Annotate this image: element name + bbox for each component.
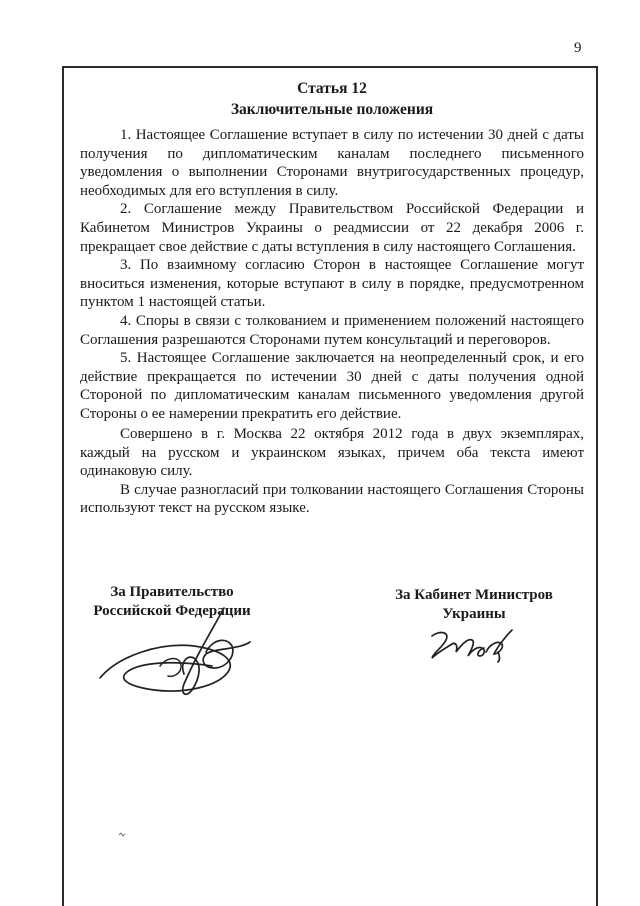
article-heading	[80, 78, 584, 120]
article-body	[80, 126, 584, 424]
signatory-label-ukraine-line2: Украины	[442, 606, 506, 622]
closing-paragraph-1: Совершено в г. Москва 22 октября 2012 года в двух экземплярах, каждый на русском и украинском языках, причем оба текста имеют одинаковую силу.	[80, 426, 584, 480]
handwritten-signature-ukraine	[428, 626, 514, 664]
article-title: Заключительные положения	[230, 101, 434, 118]
closing-paragraph-2: В случае разногласий при толковании настоящего Соглашения Стороны используют текст на русском языке.	[80, 481, 584, 517]
signature-block-ukraine	[384, 586, 564, 624]
paragraph-4: 4. Споры в связи с толкованием и применением положений настоящего Соглашения разрешаются Сторонами путем консультаций и переговоров.	[80, 312, 584, 348]
paragraph-3: 3. По взаимному согласию Сторон в настоящее Соглашение могут вноситься изменения, которые вступают в силу в порядке, предусмотренном пунктом 1 настоящей статьи.	[80, 257, 584, 311]
handwritten-signature-russia	[96, 604, 256, 700]
paragraph-2: 2. Соглашение между Правительством Российской Федерации и Кабинетом Министров Украины о реадмиссии от 22 декабря 2006 г. прекращает свое действие с даты вступления в силу настоящего Соглашения.	[80, 201, 584, 255]
frame-left-border	[62, 66, 64, 906]
paragraph-5: 5. Настоящее Соглашение заключается на неопределенный срок, и его действие прекращается по истечении 30 дней с даты получения одной Стороной по дипломатическим каналам письменного уведомления другой Стороны о ее намерении прекратить его действие.	[80, 350, 584, 422]
article-number: Статья 12	[297, 80, 367, 97]
signatory-label-russia-line1: За Правительство	[110, 584, 234, 600]
signatory-label-russia-line2: Российской Федерации	[93, 603, 251, 619]
page-number: 9	[574, 40, 582, 56]
frame-top-border	[62, 66, 598, 68]
scan-artifact-speck	[118, 832, 126, 838]
closing-clauses	[80, 425, 584, 518]
paragraph-1: 1. Настоящее Соглашение вступает в силу по истечении 30 дней с даты получения по дипломатическим каналам последнего письменного уведомления о выполнении Сторонами внутригосударственных процедур, необходимых для его вступления в силу.	[80, 127, 584, 199]
frame-right-border	[596, 66, 598, 906]
signatory-label-ukraine-line1: За Кабинет Министров	[395, 587, 553, 603]
